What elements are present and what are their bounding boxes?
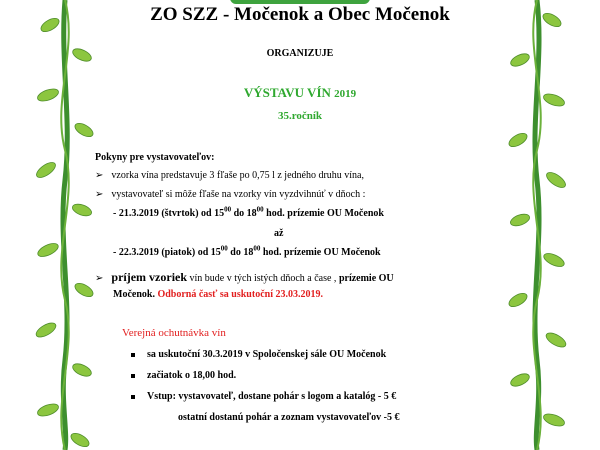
- page-title: ZO SZZ - Močenok a Obec Močenok: [150, 4, 450, 25]
- event-title-text: VÝSTAVU VÍN: [243, 85, 331, 100]
- instruction-item-text: vystavovateľ si môže fľaše na vzorky vín vyzdvihnúť v dňoch :: [111, 189, 366, 200]
- organizer-label: ORGANIZUJE: [266, 48, 334, 59]
- date-2-suffix: hod. prízemie OU Močenok: [260, 247, 381, 258]
- right-vine-decoration: [502, 0, 572, 450]
- tasting-extra-line: ostatní dostanú pohár a zoznam vystavovateľov -5 €: [178, 412, 400, 423]
- date-1-suffix: hod. prízemie OU Močenok: [263, 208, 384, 219]
- samples-intake-bold: príjem vzoriek: [111, 270, 188, 284]
- tasting-item: [131, 349, 386, 360]
- date-1-sup-1: 00: [224, 205, 232, 214]
- arrow-bullet-icon: ➢: [95, 273, 104, 284]
- instruction-item-text: vzorka vína predstavuje 3 fľaše po 0,75 l z jedného druhu vína,: [111, 170, 364, 181]
- instruction-item: [95, 170, 364, 181]
- arrow-bullet-icon: ➢: [95, 170, 104, 181]
- vine-stem: [533, 0, 541, 450]
- edition-label: 35.ročník: [277, 110, 323, 122]
- instruction-item: [95, 189, 365, 200]
- tasting-item-text: Vstup: vystavovateľ, dostane pohár s logom a katalóg - 5 €: [147, 391, 397, 402]
- date-1-prefix: - 21.3.2019 (štvrtok) od 15: [113, 208, 225, 219]
- samples-intake-location: prízemie OU: [338, 273, 394, 284]
- square-bullet-icon: [131, 374, 135, 378]
- date-1-sup-2: 00: [256, 205, 264, 214]
- samples-intake-location-end: Močenok.: [113, 289, 158, 300]
- square-bullet-icon: [131, 395, 135, 399]
- tasting-item: [131, 391, 396, 402]
- expert-part-notice: Odborná časť sa uskutoční 23.03.2019.: [157, 289, 323, 300]
- date-line-1: [113, 205, 384, 219]
- samples-intake-line: [95, 270, 394, 285]
- vine-stem: [61, 0, 69, 450]
- tasting-item-text: začiatok o 18,00 hod.: [147, 370, 237, 381]
- date-2-sup-2: 00: [253, 244, 261, 253]
- date-line-2: [113, 244, 381, 258]
- date-2-prefix: - 22.3.2019 (piatok) od 15: [113, 247, 221, 258]
- until-label: až: [274, 228, 284, 239]
- square-bullet-icon: [131, 353, 135, 357]
- date-2-mid: do 18: [227, 247, 254, 258]
- date-1-mid: do 18: [231, 208, 257, 219]
- samples-intake-text: vín bude v tých istých dňoch a čase ,: [187, 273, 339, 284]
- tasting-heading: Verejná ochutnávka vín: [122, 327, 226, 339]
- event-year: 2019: [334, 88, 357, 100]
- tasting-item: [131, 370, 236, 381]
- event-title: [0, 85, 600, 101]
- arrow-bullet-icon: ➢: [95, 189, 104, 200]
- date-2-sup-1: 00: [220, 244, 228, 253]
- left-vine-decoration: [30, 0, 100, 450]
- tasting-item-text: sa uskutoční 30.3.2019 v Spoločenskej sále OU Močenok: [147, 349, 387, 360]
- samples-intake-line-2: [113, 289, 323, 300]
- instructions-heading: Pokyny pre vystavovateľov:: [95, 152, 215, 163]
